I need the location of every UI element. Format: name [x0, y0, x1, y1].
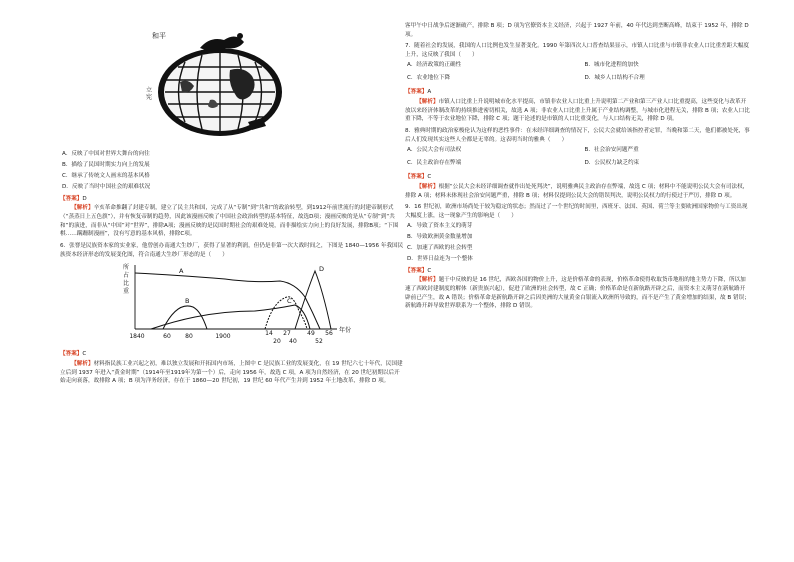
q5-option-a: A．反映了中国对世界大舞台的向往	[62, 151, 150, 157]
x-tick-label: 52	[315, 338, 323, 346]
q8-analysis-tag: 【解析】	[416, 183, 439, 190]
y-axis-label-char-2: 占	[123, 272, 130, 280]
x-tick-label: 60	[163, 333, 171, 341]
y-axis-label-char-3: 比	[123, 280, 130, 288]
q8-analysis	[405, 183, 750, 200]
x-tick-label: 49	[307, 330, 315, 338]
y-axis-label-char-1: 所	[123, 264, 130, 272]
q8-option-a: A．公民大会有司法权	[407, 146, 462, 153]
q5-answer-value: D	[82, 195, 87, 202]
q7-answer-label: 【答案】	[405, 89, 428, 96]
x-axis-label: 年份	[339, 327, 352, 335]
series-d-line	[295, 271, 331, 329]
q9-analysis-text: 题干中反映的是 16 世纪，西欧各国的物价上升，这是价格革命的表现，价格革命使得收取货币地租的地主势力下降，所以加速了西欧封建制度的解体（新贵族兴起），促进了欧洲的社会转型，故 C 正确；价格革命是在新航路开辟之后，而资本主义萌芽在新航路开辟前已产生，故 A 错误；价格革命是新航路开辟之后因美洲的大量黄金白银流入欧洲所导致的，而不是产生了黄金增加的结果，故 B 错误；新航路开辟导致世界联系为一个整体，排除 D 错误。	[405, 277, 750, 310]
q8-option-b: B．社会治安问题严重	[584, 146, 639, 153]
q9-options	[405, 222, 750, 264]
q8-answer-label: 【答案】	[405, 174, 428, 181]
x-tick-label: 40	[289, 338, 297, 346]
q9-option-d: D．世界日益连为一个整体	[407, 256, 473, 263]
series-label-d: D	[319, 265, 325, 274]
q5-analysis-text: 辛亥革命推翻了封建专制，建立了民主共和国，完成了从“专制”到“共和”的政治转型，到1912年前世流行的封建帝制形式（“蒸蒸日上五色旗”），并有恢复帝制的趋势，因此该漫画反映了中国社会政治转型的基本特征，故选D项；漫画反映的是从“专制”到“共和”的演进，而非从“中国”对“世界”，排除A项；漫画反映的是民国时期社会的艰难处境，而非描绘实力向上的良好发展，排除B项；“下围棋……蹒跚制漫画”，没有写意的基本风格，排除C项。	[60, 205, 399, 238]
q8-analysis-text: 根据“公民大会未经详细调查就作出处死判决”，说明雅典民主政治存在弊端，故选 C 项；材料中不能说明公民大会有司法权，排除 A 项；材料未体现社会治安问题严重，排除 B 项；材料仅提到公民大会的错误判决，说明公民权力的行使过于严厉，排除 D 项。	[405, 183, 749, 199]
q9-answer-label: 【答案】	[405, 267, 428, 274]
q7-option-b: B．城市化进程的加快	[584, 62, 639, 69]
y-axis-label-char-4: 重	[123, 288, 130, 296]
x-tick-label: 27	[283, 330, 291, 338]
cartoon-caption-left: 立	[146, 87, 153, 94]
x-tick-label: 1900	[215, 333, 231, 341]
q7-analysis-tag: 【解析】	[416, 99, 439, 106]
q9-option-c: C．加速了西欧的社会转型	[407, 245, 473, 252]
series-label-c: C	[287, 297, 292, 306]
q9-answer	[405, 267, 750, 276]
q6-chart	[115, 261, 365, 346]
q5-answer	[60, 195, 405, 204]
y-axis-label	[123, 263, 129, 295]
q5-analysis-tag: 【解析】	[71, 205, 94, 212]
q9-option-b: B．导致欧洲黄金数量增加	[407, 234, 473, 241]
q8-answer-value: C	[427, 174, 432, 181]
q6-analysis-text: 材料指民族工业兴起之初，难以独立发展和开拓国内市场，上图中 C 是民族工业的发展变化，在 19 世纪六七十年代，民国建立后到 1937 年进入“黄金时期”（1914年至1919年为第一个）后，走向 1956 年，故选 C 项，A 项为自然经济，在 20 世纪初期以后开始走向衰落，故排除 A 项；B 项为洋务经济，存在于 1860—20 世纪初，19 世纪 60 年代产生并到 1952 年土地改革，排除 D 项。	[60, 360, 403, 385]
q7-answer	[405, 88, 750, 97]
q6-analysis-tag: 【解析】	[71, 360, 94, 367]
x-tick-label: 56	[325, 330, 333, 338]
q6-stem: 6．张謇是民族资本家的实业家，他曾创办南通大生纱厂，获得了显著的利润，但仍是非第一次大战时间之，下图是 1840—1956 年我国民族资本经济形态的发展变化图，符合南通大生纱厂形态的是（ ）	[60, 242, 404, 258]
q5-options	[60, 150, 405, 192]
q6-analysis-continued: 客甲午中日战争后逐渐破产，排除 B 项；D 项为官僚资本主义经济，兴起于 1927 年前，40 年代达到垄断高峰，结束于 1952 年，排除 D 项。	[405, 23, 749, 38]
q8-options	[405, 146, 750, 171]
series-a-line	[135, 273, 320, 329]
q5-analysis	[60, 204, 405, 239]
globe-cartoon-image	[140, 22, 290, 142]
series-label-b: B	[185, 297, 190, 306]
q8-option-c: C．民主政治存在弊端	[407, 159, 462, 166]
q5-option-c: C．继承了传统文人画末的基本风格	[62, 173, 150, 180]
q7-answer-value: A	[427, 89, 432, 96]
x-tick-label: 20	[273, 338, 281, 346]
series-b-line	[163, 306, 207, 329]
cartoon-caption-left-2: 宪	[146, 94, 153, 101]
q8-answer	[405, 173, 750, 182]
q5-answer-label: 【答案】	[60, 195, 83, 202]
x-tick-label: 80	[185, 333, 193, 341]
q8-option-d: D．公民权力缺乏约束	[584, 159, 640, 166]
q9-stem: 9．16 世纪初，欧洲市场尚处于较为稳定的状态；然而过了一个世纪的时间里，西班牙、法国、英国、荷兰等主要欧洲国家物价与工资出现大幅度上涨，这一现象产生的影响是（ ）	[405, 204, 748, 219]
q7-option-c: C．农业地位下降	[407, 74, 451, 81]
q5-option-d: D．反映了当时中国社会的艰难状况	[62, 184, 151, 191]
q6-chart-svg	[115, 261, 365, 346]
x-tick-label: 1840	[129, 333, 145, 341]
q7-option-a: A．经济政策的正确性	[407, 62, 462, 69]
q9-option-a: A．导致了资本主义的萌芽	[407, 222, 473, 229]
q8-stem: 8．雅典时期的政治家梭伦认为这样的恶性事件：在未经详细调查的情况下，公民大会就给该指控者定罪，当晚和第二天，他们都被处死，事后人们发现其实这些人全都是无辜的。这表明当时的雅典（ ）	[405, 128, 750, 143]
q5-option-b: B．描绘了民国时期实力向上的发展	[62, 162, 150, 169]
cartoon-caption-top: 和平	[152, 32, 166, 40]
q7-option-d: D．城乡人口结构不合理	[584, 74, 645, 81]
series-c-line	[151, 305, 310, 329]
globe-cartoon-drawing	[140, 22, 290, 142]
right-column	[405, 22, 750, 312]
x-tick-labels	[129, 330, 333, 345]
series-label-a: A	[179, 267, 184, 276]
left-column	[60, 22, 405, 387]
q6-analysis	[60, 360, 405, 386]
q7-options	[405, 61, 750, 86]
q9-analysis	[405, 276, 750, 311]
q6-answer-label: 【答案】	[60, 351, 83, 358]
x-tick-label: 14	[265, 330, 273, 338]
q7-stem: 7．随着社会的发展，我国的人口比例也发生显著变化。1990 年第四次人口普查结果显示，市镇人口比重与市镇非农业人口比重差距大幅度上升，这反映了我国（ ）	[405, 43, 750, 58]
q9-answer-value: C	[427, 267, 432, 274]
q6-answer	[60, 350, 405, 359]
q6-answer-value: C	[82, 351, 87, 358]
q7-analysis	[405, 98, 750, 124]
q7-analysis-text: 市镇人口比重上升说明城市化水平提高，市镇非农业人口比重上升说明第二产业和第三产业人口比重提高，这些变化与改革开放以来经济体制改革的持续推进密切相关，故选 A 项；非农业人口比重上升属于产业结构调整，与城市化进程无关，排除 B 项；农业人口比重下降，不等于农业地位下降，排除 C 项；题干论述的是市镇的人口比重变化，与人口结构无关，排除 D 项。	[405, 99, 750, 123]
series-c-dashed	[265, 297, 307, 329]
q9-analysis-tag: 【解析】	[416, 277, 439, 284]
